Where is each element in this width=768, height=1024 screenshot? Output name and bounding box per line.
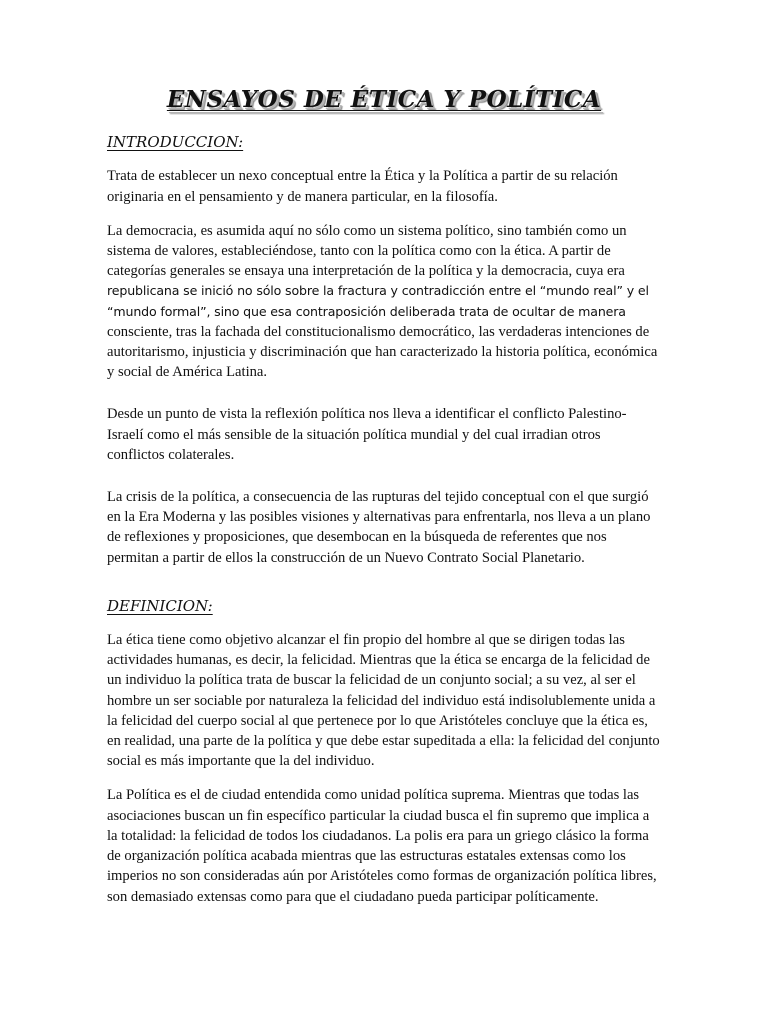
definition-heading: DEFINICION: — [107, 596, 213, 615]
definition-paragraph-2: La Política es el de ciudad entendida como unidad política suprema. Mientras que todas las asociaciones buscan un fin específico particular la ciudad busca el fin supremo que implica a la totalidad: la felicidad de todos los ciudadanos. La polis era para un griego clásico la forma de organización política acabada mientras que las estructuras estatales extensas como los imperios no son consideradas aún por Aristóteles como formas de organización política libres, son demasiado extensas como para que el ciudadano pueda participar políticamente. — [107, 787, 657, 905]
definition-section — [107, 596, 661, 907]
intro-paragraph-3: Desde un punto de vista la reflexión política nos lleva a identificar el conflicto Palestino-Israelí como el más sensible de la situación política mundial y del cual irradian otros conflictos colaterales. — [107, 406, 627, 463]
introduction-heading: INTRODUCCION: — [107, 133, 244, 152]
intro-paragraph-1: Trata de establecer un nexo conceptual entre la Ética y la Política a partir de su relación originaria en el pensamiento y de manera particular, en la filosofía. — [107, 168, 618, 205]
introduction-section — [107, 132, 661, 568]
document-title: ENSAYOS DE ÉTICA Y POLÍTICA — [166, 86, 602, 113]
definition-paragraph-1: La ética tiene como objetivo alcanzar el fin propio del hombre al que se dirigen todas las actividades humanas, es decir, la felicidad. Mientras que la ética se encarga de la felicidad de un individuo la política trata de buscar la felicidad de un conjunto social; a su vez, al ser el hombre un ser sociable por naturaleza la felicidad del individuo está indisolublemente unida a la felicidad del cuerpo social al que pertenece por lo que Aristóteles concluye que la ética es, en realidad, una parte de la política y que debe estar supeditada a ella: la felicidad del conjunto social es más importante que la del individuo. — [107, 632, 660, 770]
intro-paragraph-2-part-1: La democracia, es asumida aquí no sólo como un sistema político, sino también como un sistema de valores, estableciéndose, tanto con la política como con la ética. A partir de categorías generales se ensaya una interpretación de la política y la democracia, cuya era — [107, 222, 627, 280]
intro-paragraph-2-part-2: republicana se inició no sólo sobre la fractura y contradicción entre el “mundo real” y el “mundo formal”, sino que esa contraposición deliberada trata de ocultar de manera — [107, 283, 649, 319]
intro-paragraph-2-part-3: consciente, tras la fachada del constitucionalismo democrático, las verdaderas intenciones de autoritarismo, injusticia y discriminación que han caracterizado la historia política, económica y social de América Latina. — [107, 323, 658, 381]
intro-paragraph-2 — [107, 221, 661, 383]
intro-paragraph-4: La crisis de la política, a consecuencia de las rupturas del tejido conceptual con el que surgió en la Era Moderna y las posibles visiones y alternativas para enfrentarla, nos lleva a un plano de reflexiones y proposiciones, que desembocan en la búsqueda de referentes que nos permitan a partir de ellos la construcción de un Nuevo Contrato Social Planetario. — [107, 489, 651, 566]
